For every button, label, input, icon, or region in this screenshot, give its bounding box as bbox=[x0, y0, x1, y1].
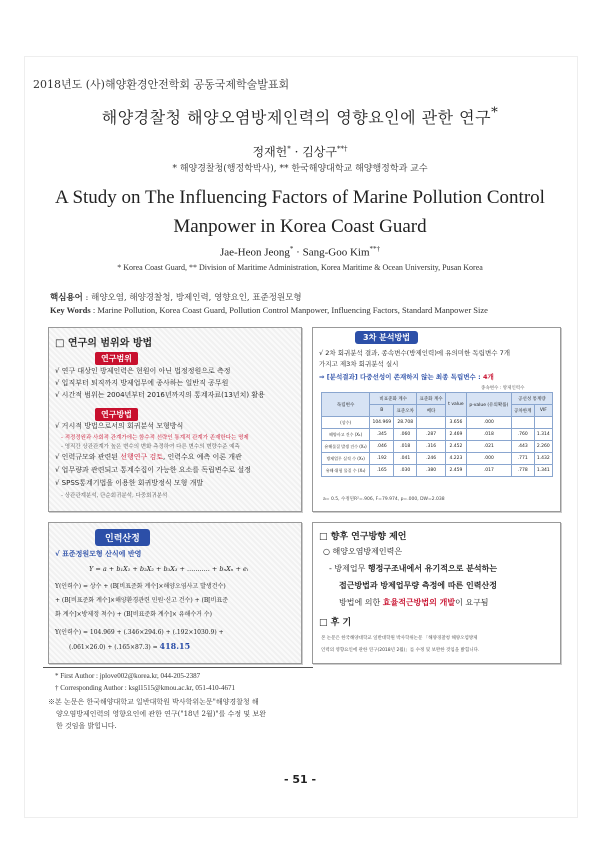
th-variable: 독립변수 bbox=[322, 393, 370, 417]
method-sub-a2: - 영직간 상관관계가 높은 변수의 변화 측정하여 다른 변수의 변량수준 예측 bbox=[61, 444, 240, 450]
table-cell: .778 bbox=[511, 465, 534, 477]
keywords-en-text: : Marine Pollution, Korea Coast Guard, Pollution Control Manpower, Influencing Factors, Standard Manpower Size bbox=[90, 305, 488, 315]
calc-item: √ 표준정원모형 산식에 반영 bbox=[55, 550, 142, 558]
equation-2b bbox=[69, 641, 190, 651]
table-cell: .000 bbox=[466, 453, 511, 465]
footnote-divider bbox=[43, 667, 313, 668]
postscript-title: □ 후 기 bbox=[319, 618, 352, 628]
footnote-note-2: 양오염방제인력의 영향요인에 관한 연구("18년 2월)"를 수정 및 보완 bbox=[56, 710, 266, 718]
th-beta: 베타 bbox=[417, 405, 446, 417]
equation-1a: Y(인력수) = 상수 + (B[비표준화 계수]×해양오염사고 발생건수) bbox=[55, 583, 226, 590]
table-cell: .287 bbox=[417, 429, 446, 441]
table-cell: .380 bbox=[417, 465, 446, 477]
method-tag: 연구방법 bbox=[95, 408, 138, 421]
regression-formula: Y = a + b₁X₁ + b₂X₂ + b₃X₃ + ........... + bₙXₙ + eᵢ bbox=[89, 565, 249, 573]
table-cell: 2.459 bbox=[445, 465, 466, 477]
postscript-line-1: 본 논문은 한국해양대학교 일반대학원 박사학위논문 「해양경찰청 해양오염방제 bbox=[321, 636, 478, 641]
method-sub-d1: - 상관관계분석, 단순회귀분석, 다중회귀분석 bbox=[61, 493, 168, 499]
conference-header: 2018년도 (사)해양환경안전학회 공동국제학술발표회 bbox=[33, 78, 290, 91]
korean-affiliation: * 해양경찰청(행정학박사), ** 한국해양대학교 해양행정학과 교수 bbox=[172, 164, 428, 174]
th-unstd: 비표준화 계수 bbox=[370, 393, 417, 405]
table-row bbox=[322, 465, 553, 477]
analysis-result bbox=[319, 372, 494, 381]
th-p: p-value (유의확률) bbox=[466, 393, 511, 417]
author-sep-ko: · bbox=[290, 145, 303, 159]
method-item-c: √ 업무량과 관련되고 통계수집이 가능한 요소를 독립변수로 설정 bbox=[55, 466, 251, 474]
analysis-tag: 3차 분석방법 bbox=[355, 331, 418, 344]
analysis-result-red: 4개 bbox=[482, 373, 494, 381]
method-item-b-red: 선행연구 검토 bbox=[120, 453, 164, 461]
manpower-calc-panel bbox=[48, 522, 302, 664]
table-cell: .000 bbox=[466, 417, 511, 429]
postscript-line-2: 인력의 영향요인에 관한 연구(2018년 2월)」를 수정 및 보완한 것임을 밝힙니다. bbox=[321, 648, 480, 653]
table-cell: .041 bbox=[394, 453, 417, 465]
table-header-row bbox=[322, 393, 553, 405]
future-line-3-pre: 방법에 의한 bbox=[339, 598, 383, 607]
table-cell: .443 bbox=[511, 441, 534, 453]
equation-result: 418.15 bbox=[159, 641, 191, 651]
table-cell: .165 bbox=[370, 465, 394, 477]
table-row bbox=[322, 441, 553, 453]
table-cell: 28.708 bbox=[394, 417, 417, 429]
table-cell: 3.656 bbox=[445, 417, 466, 429]
footnote-note-1: ※본 논문은 한국해양대학교 일반대학원 박사학위논문"해양경찰청 해 bbox=[48, 698, 259, 706]
table-cell: .760 bbox=[511, 429, 534, 441]
table-cell: .018 bbox=[466, 429, 511, 441]
author-sep-en: · bbox=[293, 246, 303, 259]
english-title bbox=[0, 183, 600, 241]
panel4-title: □ 향후 연구방향 제언 bbox=[319, 532, 407, 542]
author1-en: Jae-Heon Jeong bbox=[219, 246, 290, 259]
th-std: 표준화 계수 bbox=[417, 393, 446, 405]
author2-en-mark: **† bbox=[369, 245, 381, 253]
scope-item-2: √ 입직부터 퇴직까지 방제업무에 종사하는 일반직 공무원 bbox=[55, 379, 229, 387]
equation-1c: 화 계수]×방제정 척수) + (B[비표준화 계수]× 유해수거 수) bbox=[55, 611, 213, 618]
table-cell: 2.469 bbox=[445, 429, 466, 441]
author1-ko-mark: * bbox=[287, 145, 291, 153]
english-title-line2: Manpower in Korea Coast Guard bbox=[173, 216, 427, 237]
equation-2a: Y(인력수) = 104.969 + (.346×294.6) + (.192×1030.9) + bbox=[55, 629, 224, 636]
table-cell bbox=[534, 417, 552, 429]
th-se: 표준오차 bbox=[394, 405, 417, 417]
author2-ko-mark: **† bbox=[337, 145, 348, 153]
method-item-d: √ SPSS통계기법을 이용한 회귀방정식 모형 개발 bbox=[55, 479, 204, 487]
future-line-1-bold: 행정구조내에서 유기적으로 분석하는 bbox=[367, 564, 498, 573]
table-cell: .046 bbox=[370, 441, 394, 453]
keywords-en-label: Key Words bbox=[50, 305, 91, 315]
calc-tag: 인력산정 bbox=[95, 529, 150, 546]
korean-authors bbox=[0, 143, 600, 160]
table-row bbox=[322, 429, 553, 441]
table-note: a= 0.5, 수정된R²=.906, F=79.974, p=.000, DW=2.038 bbox=[323, 497, 445, 502]
table-cell: .017 bbox=[466, 465, 511, 477]
method-sub-a1: - 적정정원과 사회적 관계가에는 함수적 선략인 통계적 관계가 존재한다는 명제 bbox=[61, 435, 249, 441]
future-research-panel bbox=[312, 522, 561, 664]
page-number: - 51 - bbox=[283, 773, 317, 786]
footnote-first-author: * First Author : jplove002@korea.kr, 044-205-2387 bbox=[55, 672, 201, 680]
future-line-3-post: 이 요구됨 bbox=[455, 598, 489, 607]
future-line-1 bbox=[329, 563, 497, 574]
table-cell bbox=[511, 417, 534, 429]
regression-table bbox=[321, 392, 553, 477]
future-line-3 bbox=[339, 597, 489, 608]
table-row bbox=[322, 453, 553, 465]
method-item-b-pre: √ 인력규모와 관련된 bbox=[55, 453, 121, 461]
scope-tag: 연구범위 bbox=[95, 352, 138, 365]
scope-item-1: √ 연구 대상인 방제인력은 현원이 아닌 법정정원으로 측정 bbox=[55, 367, 231, 375]
future-line-1-pre: - 방제업무 bbox=[329, 564, 368, 573]
footnote-corresponding: † Corresponding Author : ksgl1515@kmou.ac.kr, 051-410-4671 bbox=[55, 684, 235, 692]
future-line-2: 접근방법과 방제업무량 측정에 따른 인력산정 bbox=[339, 581, 497, 590]
table-cell: .018 bbox=[394, 441, 417, 453]
table-cell: .030 bbox=[394, 465, 417, 477]
method-item-a: √ 거시적 방법으로서의 회귀분석 모형방식 bbox=[55, 422, 184, 430]
table-cell: 유해물질 발생 건수 (X₂) bbox=[322, 441, 370, 453]
author1-en-mark: * bbox=[289, 245, 294, 253]
table-cell: 2.452 bbox=[445, 441, 466, 453]
table-cell: .246 bbox=[417, 453, 446, 465]
th-collinearity: 공선성 통계량 bbox=[511, 393, 552, 405]
keywords-en bbox=[50, 305, 488, 315]
table-cell: .021 bbox=[466, 441, 511, 453]
korean-title bbox=[0, 105, 600, 128]
method-item-b bbox=[55, 452, 242, 462]
author2-ko: 김상구 bbox=[302, 145, 337, 159]
table-cell: .771 bbox=[511, 453, 534, 465]
english-title-line1: A Study on The Influencing Factors of Marine Pollution Control bbox=[55, 187, 545, 208]
author2-en: Sang-Goo Kim bbox=[302, 246, 370, 259]
table-cell: .316 bbox=[417, 441, 446, 453]
analysis-line-1: √ 2차 회귀분석 결과, 종속변수(방제인력)에 유의미한 독립변수 7개 bbox=[319, 349, 510, 357]
english-authors bbox=[0, 245, 600, 259]
table-cell: 2.260 bbox=[534, 441, 552, 453]
analysis-line-2: 가지고 제3차 회귀분석 실시 bbox=[319, 360, 399, 368]
table-cell: 유해·위험 물질 수 (X₄) bbox=[322, 465, 370, 477]
table-row bbox=[322, 417, 553, 429]
scope-item-3: √ 시간적 범위는 2004년부터 2016년까지의 통계자료(13년치) 활용 bbox=[55, 391, 265, 399]
dependent-variable-note: 종속변수 : 방제인력수 bbox=[481, 386, 525, 391]
th-t: t value bbox=[445, 393, 466, 417]
keywords-ko bbox=[50, 291, 302, 303]
table-cell: 1.432 bbox=[534, 453, 552, 465]
table-cell: .345 bbox=[370, 429, 394, 441]
table-cell: .192 bbox=[370, 453, 394, 465]
equation-1b: + (B[비표준화 계수]×해양환경관련 민원·신고 건수) + (B[비표준 bbox=[55, 597, 229, 604]
author1-ko: 정재헌 bbox=[252, 145, 288, 159]
research-scope-panel bbox=[48, 327, 302, 512]
table-cell: .060 bbox=[394, 429, 417, 441]
table-cell bbox=[417, 417, 446, 429]
table-cell: 4.223 bbox=[445, 453, 466, 465]
keywords-ko-label: 핵심용어 bbox=[50, 293, 83, 303]
table-cell: 방제업무 실적 수 (X₃) bbox=[322, 453, 370, 465]
th-b: B bbox=[370, 405, 394, 417]
equation-2b-pre: (.061×26.0) + (.165×87.3) = bbox=[69, 644, 160, 651]
table-cell: 1.341 bbox=[534, 465, 552, 477]
method-item-b-post: , 인력수요 예측 이론 개관 bbox=[163, 453, 242, 461]
table-cell: 104.969 bbox=[370, 417, 394, 429]
title-mark: * bbox=[491, 105, 499, 121]
korean-title-text: 해양경찰청 해양오염방제인력의 영향요인에 관한 연구 bbox=[101, 108, 492, 127]
analysis-result-pre: ⇒ [분석결과] 다중선성이 존재하지 않는 최종 독립변수 : bbox=[319, 373, 483, 381]
footnote-note bbox=[48, 696, 308, 732]
table-cell: 1.314 bbox=[534, 429, 552, 441]
third-analysis-panel bbox=[312, 327, 561, 512]
table-cell: (상수) bbox=[322, 417, 370, 429]
th-tolerance: 공차한계 bbox=[511, 405, 534, 417]
keywords-ko-text: : 해양오염, 해양경찰청, 방제인력, 영향요인, 표준정원모형 bbox=[82, 293, 302, 303]
footnote-note-3: 한 것임을 밝힙니다. bbox=[56, 722, 117, 730]
panel1-title: □ 연구의 범위와 방법 bbox=[55, 338, 153, 349]
table-cell: 해양사고 건수 (X₁) bbox=[322, 429, 370, 441]
english-affiliation: * Korea Coast Guard, ** Division of Maritime Administration, Korea Maritime & Ocean University, Pusan Korea bbox=[117, 263, 483, 272]
th-vif: VIF bbox=[534, 405, 552, 417]
future-circle: ○ 해양오염방제인력은 bbox=[323, 547, 403, 556]
future-line-3-red: 효율적근방법의 개발 bbox=[382, 598, 456, 607]
